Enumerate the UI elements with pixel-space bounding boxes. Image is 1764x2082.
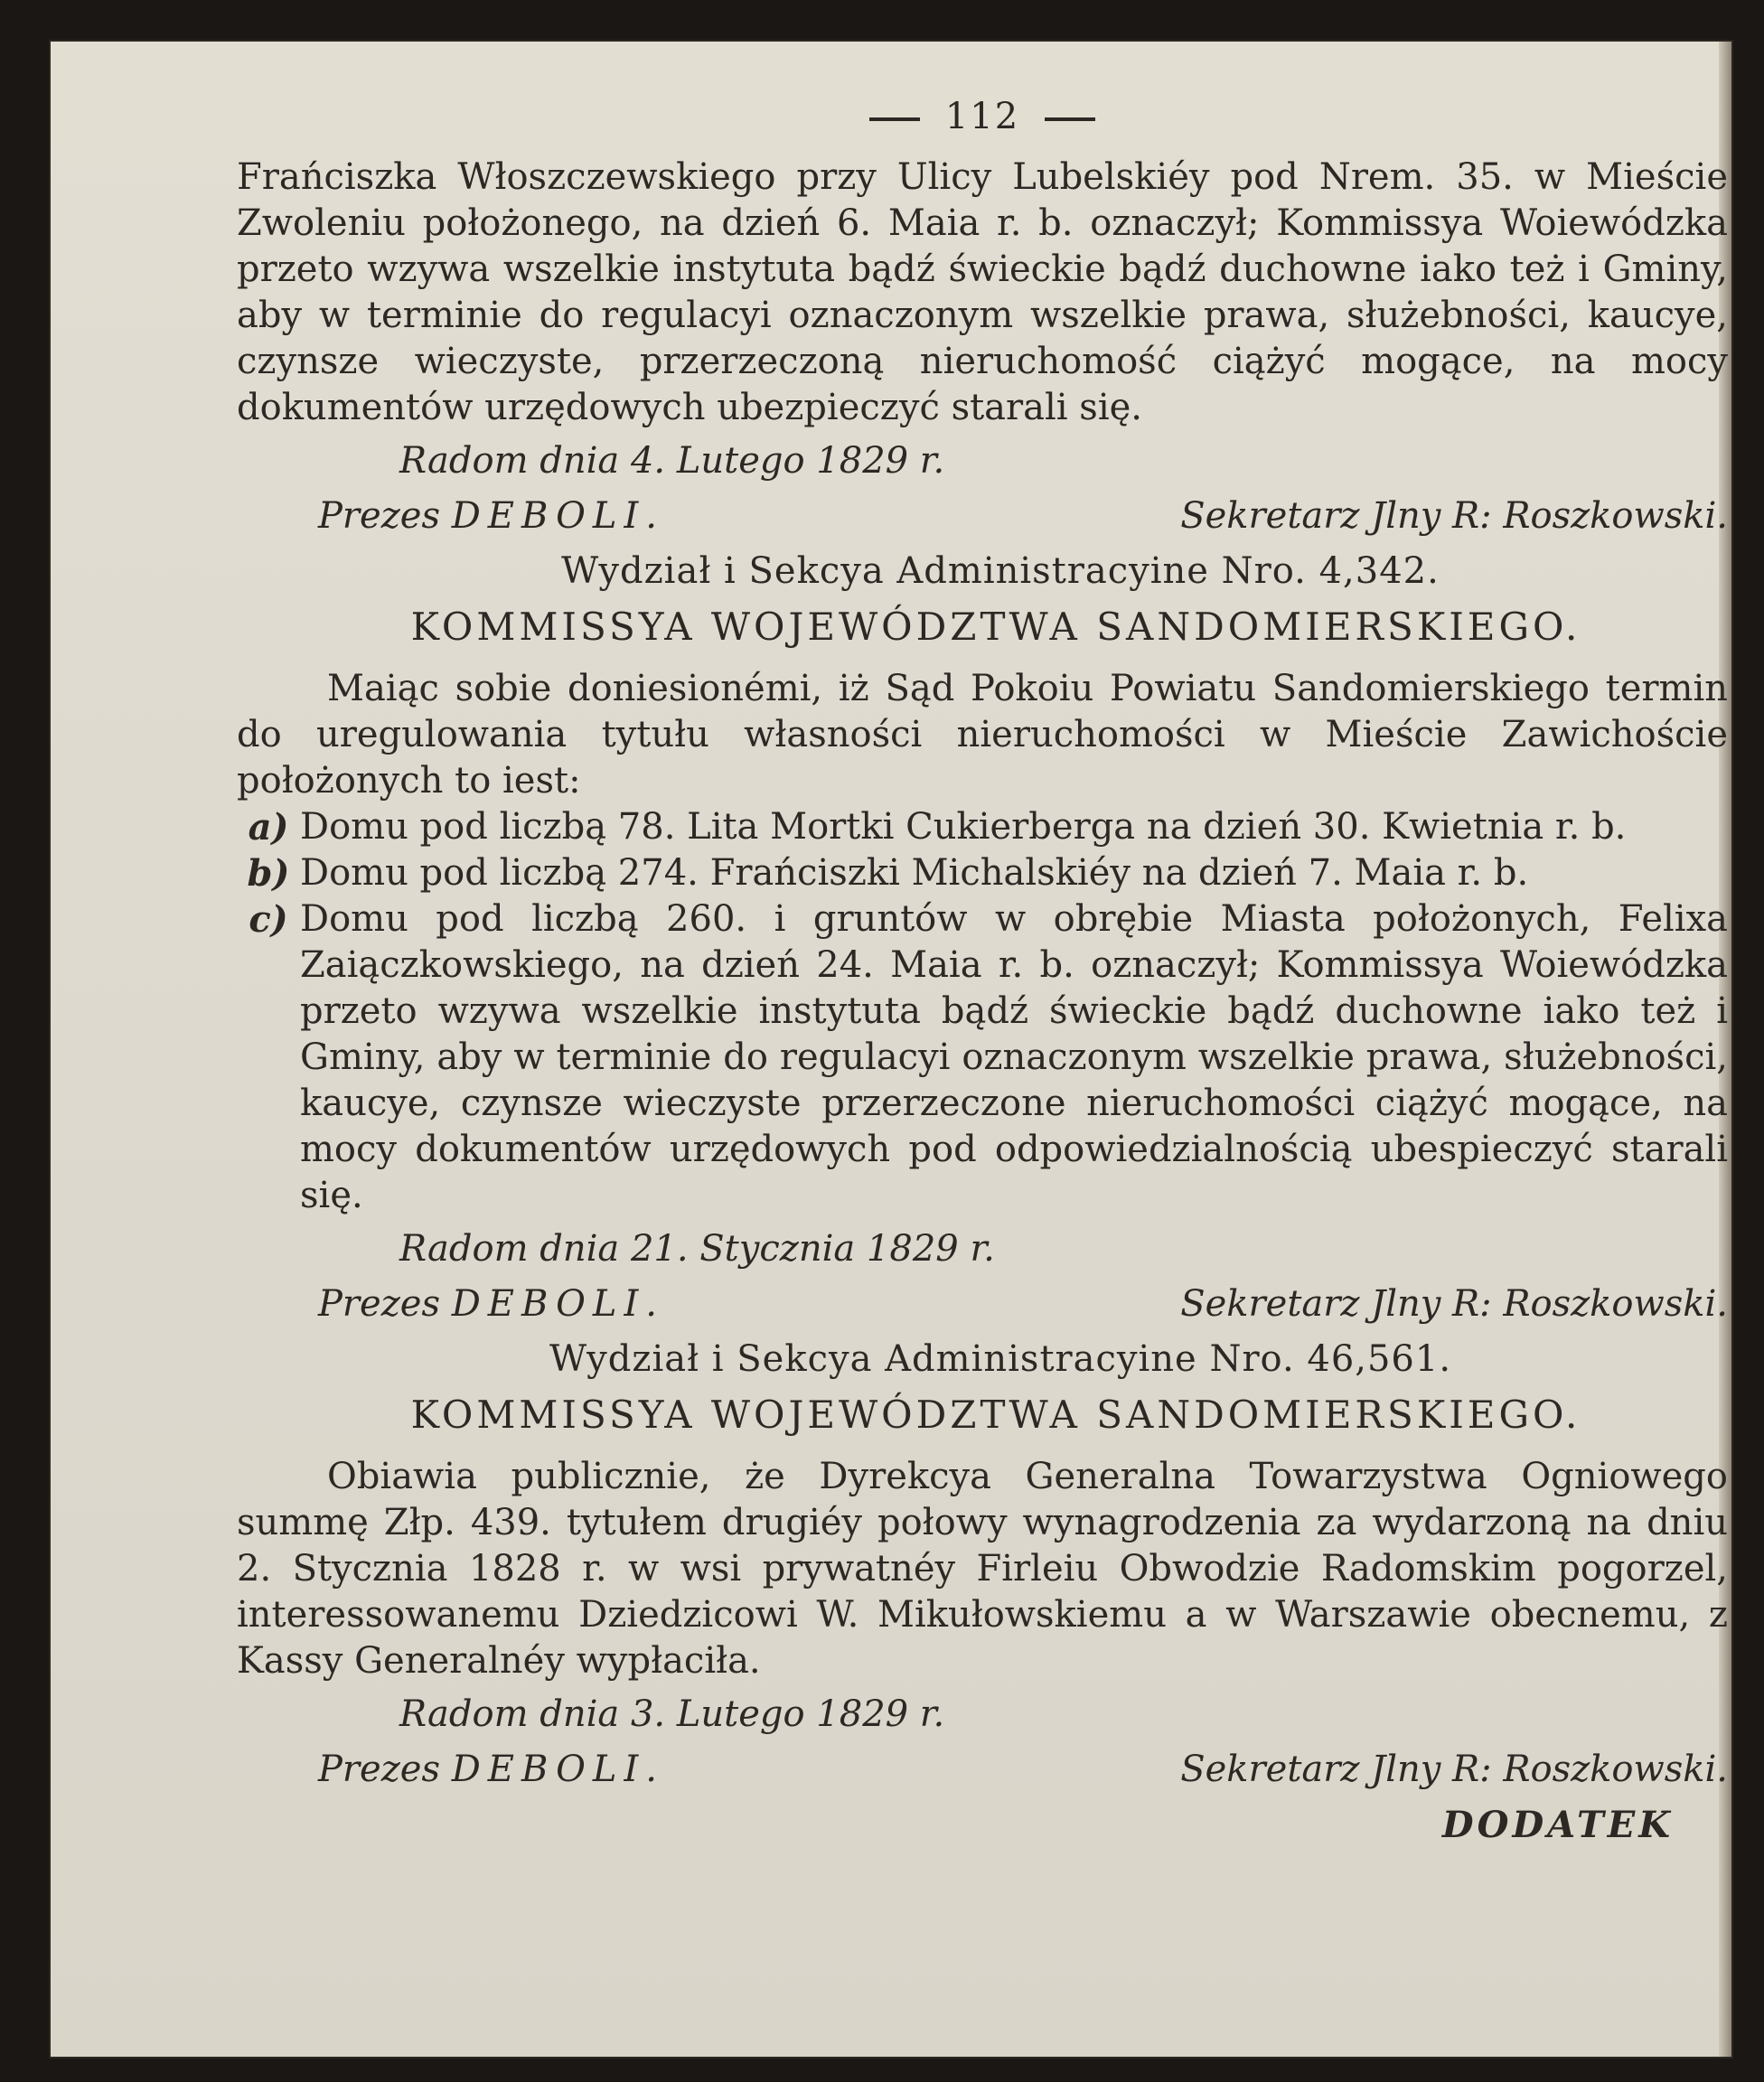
list-item-letter: c)	[249, 898, 288, 941]
notice-paragraph-3: Obiawia publicznie, że Dyrekcya Generalna Towarzystwa Ogniowego summę Złp. 439. tytułem drugiéy połowy wynagrodzenia za wydarzoną na dniu 2. Stycznia 1828 r. w wsi prywatnéy Firleiu Obwodzie Radomskim pogorzel, interessowanemu Dziedzicowi W. Mikułowskiemu a w Warszawie obecnemu, z Kassy Generalnéy wypłaciła.	[237, 1456, 1728, 1682]
list-item-a	[237, 804, 1728, 850]
signature-line-3	[318, 1747, 1728, 1793]
wydzial-line-1: Wydział i Sekcya Administracyine Nro. 4,342.	[561, 550, 1440, 592]
dateline-1: Radom dnia 4. Lutego 1829 r.	[399, 440, 945, 482]
signature-line-2	[318, 1281, 1728, 1327]
dateline-3: Radom dnia 3. Lutego 1829 r.	[399, 1693, 945, 1735]
list-item-text: Domu pod liczbą 78. Lita Mortki Cukierberga na dzień 30. Kwietnia r. b.	[300, 806, 1627, 848]
list-item-c	[237, 896, 1728, 1219]
list-item-text: Domu pod liczbą 274. Frańciszki Michalskiéy na dzień 7. Maia r. b.	[300, 852, 1529, 894]
dodatek-catchword: DODATEK	[1441, 1804, 1674, 1846]
prezes-name: DEBOLI.	[451, 1283, 664, 1325]
prezes-label: Prezes	[318, 1749, 440, 1790]
wydzial-line-2: Wydział i Sekcya Administracyine Nro. 46,561.	[549, 1338, 1452, 1380]
header-dash-left	[869, 117, 920, 121]
list-item-b	[237, 850, 1728, 896]
document-page	[51, 42, 1731, 2057]
sekretarz-signature-2: Sekretarz Jlny R: Roszkowski.	[1180, 1283, 1728, 1325]
sekretarz-signature-3: Sekretarz Jlny R: Roszkowski.	[1180, 1749, 1728, 1790]
prezes-label: Prezes	[318, 495, 440, 537]
kommissya-heading-1: KOMMISSYA WOJEWÓDZTWA SANDOMIERSKIEGO.	[410, 605, 1581, 649]
prezes-signature-2	[318, 1281, 664, 1327]
notice-paragraph-1: Frańciszka Włoszczewskiego przy Ulicy Lubelskiéy pod Nrem. 35. w Mieście Zwoleniu położonego, na dzień 6. Maia r. b. oznaczył; Kommissya Woiewódzka przeto wzywa wszelkie instytuta bądź świeckie bądź duchowne iako też i Gminy, aby w terminie do regulacyi oznaczonym wszelkie prawa, służebności, kaucye, czynsze wieczyste, przerzeczoną nieruchomość ciążyć mogące, na mocy dokumentów urzędowych ubezpieczyć starali się.	[237, 156, 1728, 428]
dateline-2: Radom dnia 21. Stycznia 1829 r.	[399, 1228, 995, 1270]
page-header	[237, 94, 1728, 140]
list-item-letter: b)	[247, 852, 290, 895]
sekretarz-signature-1: Sekretarz Jlny R: Roszkowski.	[1180, 495, 1728, 537]
prezes-name: DEBOLI.	[451, 495, 664, 537]
list-item-text: Domu pod liczbą 260. i gruntów w obrębie Miasta położonych, Felixa Zaiączkowskiego, na dzień 24. Maia r. b. oznaczył; Kommissya Woiewódzka przeto wzywa wszelkie instytuta bądź świeckie bądź duchowne iako też i Gminy, aby w terminie do regulacyi oznaczonym wszelkie prawa, służebności, kaucye, czynsze wieczyste przerzeczone nieruchomości ciążyć mogące, na mocy dokumentów urzędowych pod odpowiedzialnością ubespieczyć starali się.	[300, 898, 1728, 1216]
prezes-name: DEBOLI.	[451, 1749, 664, 1790]
prezes-signature-1	[318, 493, 664, 539]
prezes-label: Prezes	[318, 1283, 440, 1325]
header-dash-right	[1045, 117, 1095, 121]
prezes-signature-3	[318, 1747, 664, 1793]
page-content	[237, 94, 1728, 1848]
notice-intro-2: Maiąc sobie doniesionémi, iż Sąd Pokoiu Powiatu Sandomierskiego termin do uregulowania tytułu własności nieruchomości w Mieście Zawichoście położonych to iest:	[237, 668, 1728, 802]
page-number: 112	[944, 96, 1020, 137]
list-item-letter: a)	[248, 806, 289, 849]
signature-line-1	[318, 493, 1728, 539]
kommissya-heading-2: KOMMISSYA WOJEWÓDZTWA SANDOMIERSKIEGO.	[410, 1393, 1581, 1437]
